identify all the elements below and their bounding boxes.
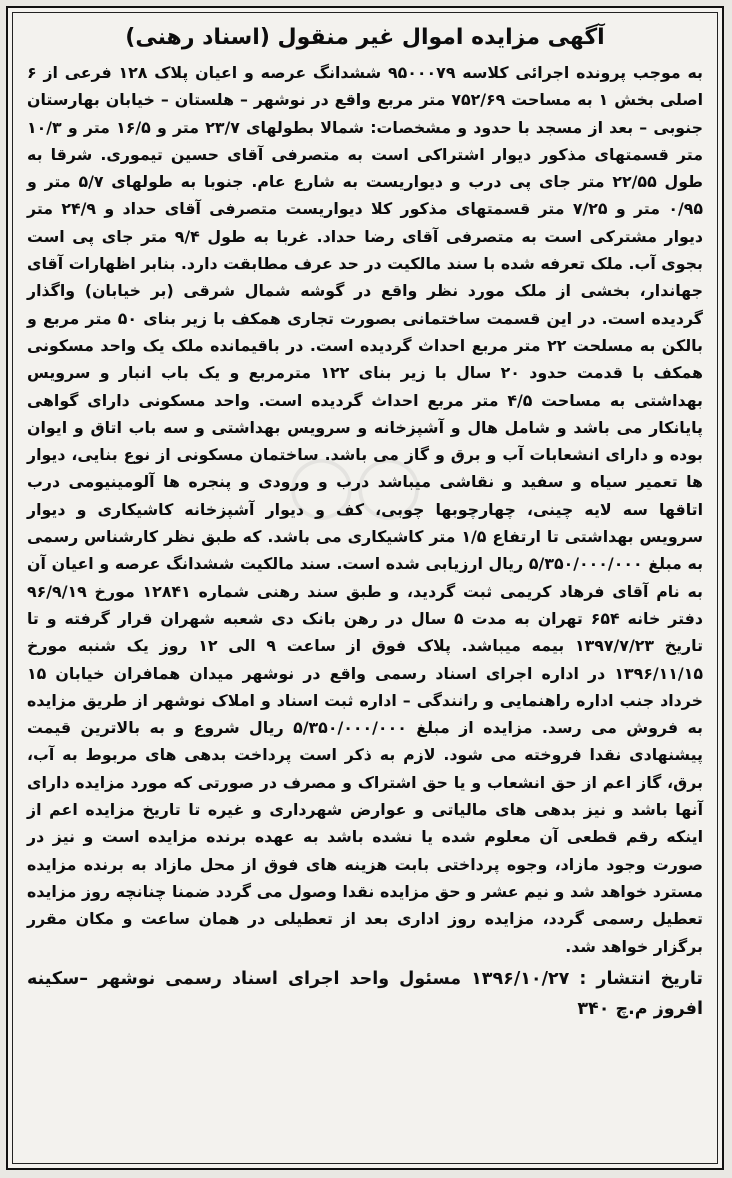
notice-footer: تاریخ انتشار : ۱۳۹۶/۱۰/۲۷ مسئول واحد اجرای اسناد رسمی نوشهر –سکینه افروز م.چ ۳۴۰: [27, 968, 704, 1019]
notice-frame: [6, 6, 724, 1170]
notice-body: به موجب پرونده اجرائی کلاسه ۹۵۰۰۰۷۹ ششدانگ عرصه و اعیان پلاک ۱۲۸ فرعی از ۶ اصلی بخش ۱ به مساحت ۷۵۲/۶۹ متر مربع واقع در نوشهر – هلستان – خیابان بهارستان جنوبی – بعد از مسجد با حدود و مشخصات: شمالا بطولهای ۲۳/۷ متر و ۱۶/۵ متر و ۱۰/۳ متر قسمتهای مذکور دیوار اشتراکی است به متصرفی آقای حسین تیموری. شرقا به طول ۲۲/۵۵ متر جای پی درب و دیواریست به شارع عام. جنوبا به طولهای ۵/۷ متر و ۰/۹۵ متر و ۷/۲۵ متر قسمتهای مذکور کلا دیواریست متصرفی آقای حداد و ۲۴/۹ متر دیوار مشترکی است به متصرفی آقای رضا حداد. غربا به طول ۹/۴ متر جای پی است بجوی آب. ملک تعرفه شده با سند مالکیت در حد عرف مطابقت دارد. بنابر اظهارات آقای جهاندار، بخشی از ملک مورد نظر واقع در گوشه شمال شرقی (بر خیابان) واگذار گردیده است. در این قسمت ساختمانی بصورت تجاری همکف با زیر بنای ۵۰ متر مربع و بالکن به مسلحت ۲۲ متر مربع احداث گردیده است. در باقیمانده ملک یک واحد مسکونی همکف با قدمت حدود ۲۰ سال با زیر بنای ۱۲۲ مترمربع و یک باب انبار و سرویس بهداشتی به مساحت ۴/۵ متر مربع احداث گردیده است. واحد مسکونی دارای گواهی پایانکار می باشد و شامل هال و آشپزخانه و سرویس بهداشتی و سه باب اتاق و ایوان بوده و دارای انشعابات آب و برق و گاز می باشد. ساختمان مسکونی از نوع بنایی، دیوار ها تعمیر سیاه و سفید و نقاشی میباشد درب و ورودی و پنجره ها آلومینیومی درب اتاقها سه لایه چینی، چهارچوبها چوبی، کف و دیوار آشپزخانه کاشیکاری و دیوار سرویس بهداشتی تا ارتفاع ۱/۵ متر کاشیکاری می باشد. که طبق نظر کارشناس رسمی به مبلغ ۵/۳۵۰/۰۰۰/۰۰۰ ریال ارزیابی شده است. سند مالکیت ششدانگ عرصه و اعیان آن به نام آقای فرهاد کریمی ثبت گردید، و طبق سند رهنی شماره ۱۲۸۴۱ مورخ ۹۶/۹/۱۹ دفتر خانه ۶۵۴ تهران به مدت ۵ سال در رهن بانک دی شعبه شهران قرار گرفته و تا تاریخ ۱۳۹۷/۷/۲۳ بیمه میباشد. پلاک فوق از ساعت ۹ الی ۱۲ روز یک شنبه مورخ ۱۳۹۶/۱۱/۱۵ در اداره اجرای اسناد رسمی واقع در نوشهر میدان همافران خیابان ۱۵ خرداد جنب اداره راهنمایی و رانندگی – اداره ثبت اسناد و املاک نوشهر از طریق مزایده به فروش می رسد. مزایده از مبلغ ۵/۳۵۰/۰۰۰/۰۰۰ ریال شروع و به بالاترین قیمت پیشنهادی نقدا فروخته می شود. لازم به ذکر است پرداخت بدهی های مربوط به آب، برق، گاز اعم از حق انشعاب و یا حق اشتراک و مصرف در صورتی که مورد مزایده دارای آنها باشد و نیز بدهی های مالیاتی و عوارض شهرداری و غیره تا تاریخ مزایده اعم از اینکه رقم قطعی آن معلوم شده یا نشده باشد به عهده برنده مزایده است و نیز در صورت وجود مازاد، وجوه پرداختی بابت هزینه های فوق از محل مازاد به برنده مزایده مسترد خواهد شد و نیم عشر و حق مزایده نقدا وصول می گردد ضمنا چنانچه روز مزایده تعطیل رسمی گردد، مزایده روز اداری بعد از تعطیلی در همان ساعت و مکان مقرر برگزار خواهد شد.: [27, 63, 704, 956]
notice-content: [12, 12, 718, 1164]
notice-title: آگهی مزایده اموال غیر منقول (اسناد رهنی): [125, 25, 605, 50]
